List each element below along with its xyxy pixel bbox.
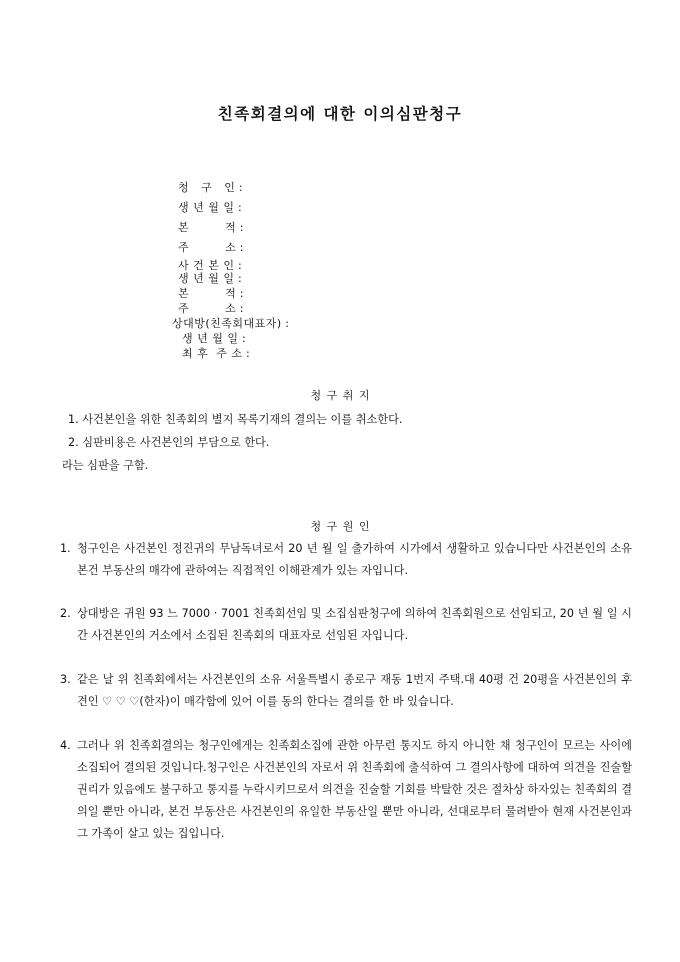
purpose-item-1: 1. 사건본인을 위한 친족회의 별지 목록기재의 결의는 이를 취소한다. — [68, 413, 403, 426]
principal-birthdate-row — [178, 270, 242, 286]
purpose-heading: 청 구 취 지 — [310, 389, 370, 402]
principal-address-label: 주 소 — [178, 302, 237, 315]
claimant-label: 청 구 인 — [178, 181, 236, 194]
principal-address-row — [178, 300, 243, 316]
cause-item-text: 그러나 위 친족회결의는 청구인에게는 친족회소집에 관한 아무런 통지도 하지 아니한 채 청구인이 모르는 사이에 소집되어 결의된 것입니다.청구인은 사건본인의 자로서 위 친족회에 출석하여 그 결의사항에 대하여 의견을 진술할 권리가 있음에도 불구하고 통지를 누락시키므로서 의견을 진술할 기회를 박탈한 것은 절차상 하자있는 친족회의 결의일 뿐만 아니라, 본건 부동산은 사건본인의 유일한 부동산일 뿐만 아니라, 선대로부터 물려받아 현재 사건본인과 그 가족이 살고 있는 집입니다. — [77, 739, 632, 840]
row-colon: : — [235, 181, 243, 194]
respondent-last-address-label: 최 후 주 소 — [178, 347, 243, 360]
claimant-address-label: 주 소 — [178, 241, 237, 254]
row-colon: : — [236, 221, 244, 234]
cause-item-number: 4. — [60, 739, 71, 752]
claimant-domicile-label: 본 적 — [178, 221, 237, 234]
row-colon: : — [242, 347, 250, 360]
row-colon: : — [234, 201, 242, 214]
cause-item-text: 청구인은 사건본인 정진귀의 무남독녀로서 20 년 월 일 출가하여 시가에서 생활하고 있습니다만 사건본인의 소유 본건 부동산의 매각에 관하여는 직접적인 이해관계가 있는 자입니다. — [77, 542, 632, 577]
row-colon: : — [236, 302, 244, 315]
respondent-birthdate-row — [178, 330, 246, 346]
claimant-birthdate-row — [178, 199, 242, 215]
respondent-last-address-row — [178, 345, 250, 361]
principal-domicile-row — [178, 285, 243, 301]
row-colon: : — [236, 241, 244, 254]
row-colon: : — [234, 272, 242, 285]
principal-label: 사 건 본 인 — [178, 259, 235, 272]
row-colon: : — [234, 259, 242, 272]
cause-heading: 청 구 원 인 — [310, 520, 370, 533]
document-title: 친족회결의에 대한 이의심판청구 — [217, 104, 463, 123]
claimant-birthdate-label: 생 년 월 일 — [178, 201, 235, 214]
cause-item-number: 2. — [60, 607, 71, 620]
cause-item-text: 상대방은 귀원 93 느 7000 · 7001 친족회선임 및 소집심판청구에 의하여 친족회원으로 선임되고, 20 년 월 일 시간 사건본인의 거소에서 소집된 친족회의 대표자로 선임된 자입니다. — [77, 607, 632, 642]
cause-item-4 — [60, 735, 632, 845]
claimant-domicile-row — [178, 219, 243, 235]
cause-item-text: 같은 날 위 친족회에서는 사건본인의 소유 서울특별시 종로구 재동 1번지 주택.대 40평 건 20평을 사건본인의 후견인 ♡ ♡ ♡(한자)이 매각함에 있어 이를 동의 한다는 결의를 한 바 있습니다. — [77, 673, 632, 708]
cause-item-1 — [60, 538, 632, 582]
respondent-label: 상대방(친족회대표자) — [172, 317, 282, 330]
purpose-item-2: 2. 심판비용은 사건본인의 부담으로 한다. — [68, 436, 270, 449]
principal-birthdate-label: 생 년 월 일 — [178, 272, 235, 285]
cause-item-3 — [60, 669, 632, 713]
row-colon: : — [281, 317, 289, 330]
cause-item-number: 1. — [60, 542, 71, 555]
purpose-closing: 라는 심판을 구함. — [62, 459, 149, 472]
row-colon: : — [238, 332, 246, 345]
respondent-birthdate-label: 생 년 월 일 — [178, 332, 239, 345]
cause-item-number: 3. — [60, 673, 71, 686]
cause-item-2 — [60, 603, 632, 647]
row-colon: : — [236, 287, 244, 300]
claimant-row — [178, 179, 243, 195]
respondent-row — [172, 315, 289, 331]
principal-domicile-label: 본 적 — [178, 287, 237, 300]
claimant-address-row — [178, 239, 243, 255]
